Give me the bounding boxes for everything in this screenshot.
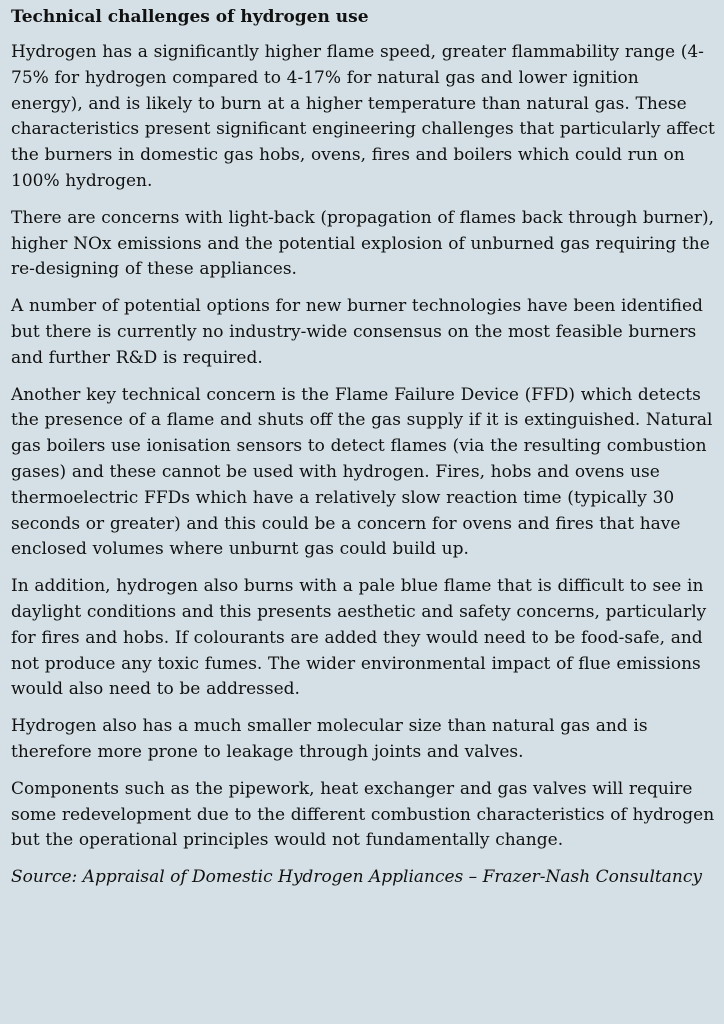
paragraph-leakage: Hydrogen also has a much smaller molecular size than natural gas and is therefore more prone to leakage through joints and valves. [11,716,648,762]
paragraph-light-back: There are concerns with light-back (propagation of flames back through burner), higher NOx emissions and the potential explosion of unburned gas requiring the re-designing of these appliances. [11,207,715,280]
paragraph-flame-failure-device: Another key technical concern is the Flame Failure Device (FFD) which detects the presence of a flame and shuts off the gas supply if it is extinguished. Natural gas boilers use ionisation sensors to detect flames (via the resulting combustion gases) and these cannot be used with hydrogen. Fires, hobs and ovens use thermoelectric FFDs which have a relatively slow reaction time (typically 30 seconds or greater) and this could be a concern for ovens and fires that have enclosed volumes where unburnt gas could build up. [11,384,713,560]
paragraph-components: Components such as the pipework, heat exchanger and gas valves will require some redevelopment due to the different combustion characteristics of hydrogen but the operational principles would not fundamentally change. [11,778,715,851]
paragraph-flame-properties: Hydrogen has a significantly higher flame speed, greater flammability range (4-75% for hydrogen compared to 4-17% for natural gas and lower ignition energy), and is likely to burn at a higher temperature than natural gas. These characteristics present significant engineering challenges that particularly affect the burners in domestic gas hobs, ovens, fires and boilers which could run on 100% hydrogen. [11,42,715,191]
paragraph-burner-options: A number of potential options for new burner technologies have been identified but there is currently no industry-wide consensus on the most feasible burners and further R&D is required. [11,296,703,368]
source-citation: Source: Appraisal of Domestic Hydrogen Appliances – Frazer-Nash Consultancy [11,867,702,888]
box-heading: Technical challenges of hydrogen use [11,7,369,27]
paragraph-pale-flame: In addition, hydrogen also burns with a pale blue flame that is difficult to see in daylight conditions and this presents aesthetic and safety concerns, particularly for fires and hobs. If colourants are added they would need to be food-safe, and not produce any toxic fumes. The wider environmental impact of flue emissions would also need to be addressed. [11,576,707,700]
